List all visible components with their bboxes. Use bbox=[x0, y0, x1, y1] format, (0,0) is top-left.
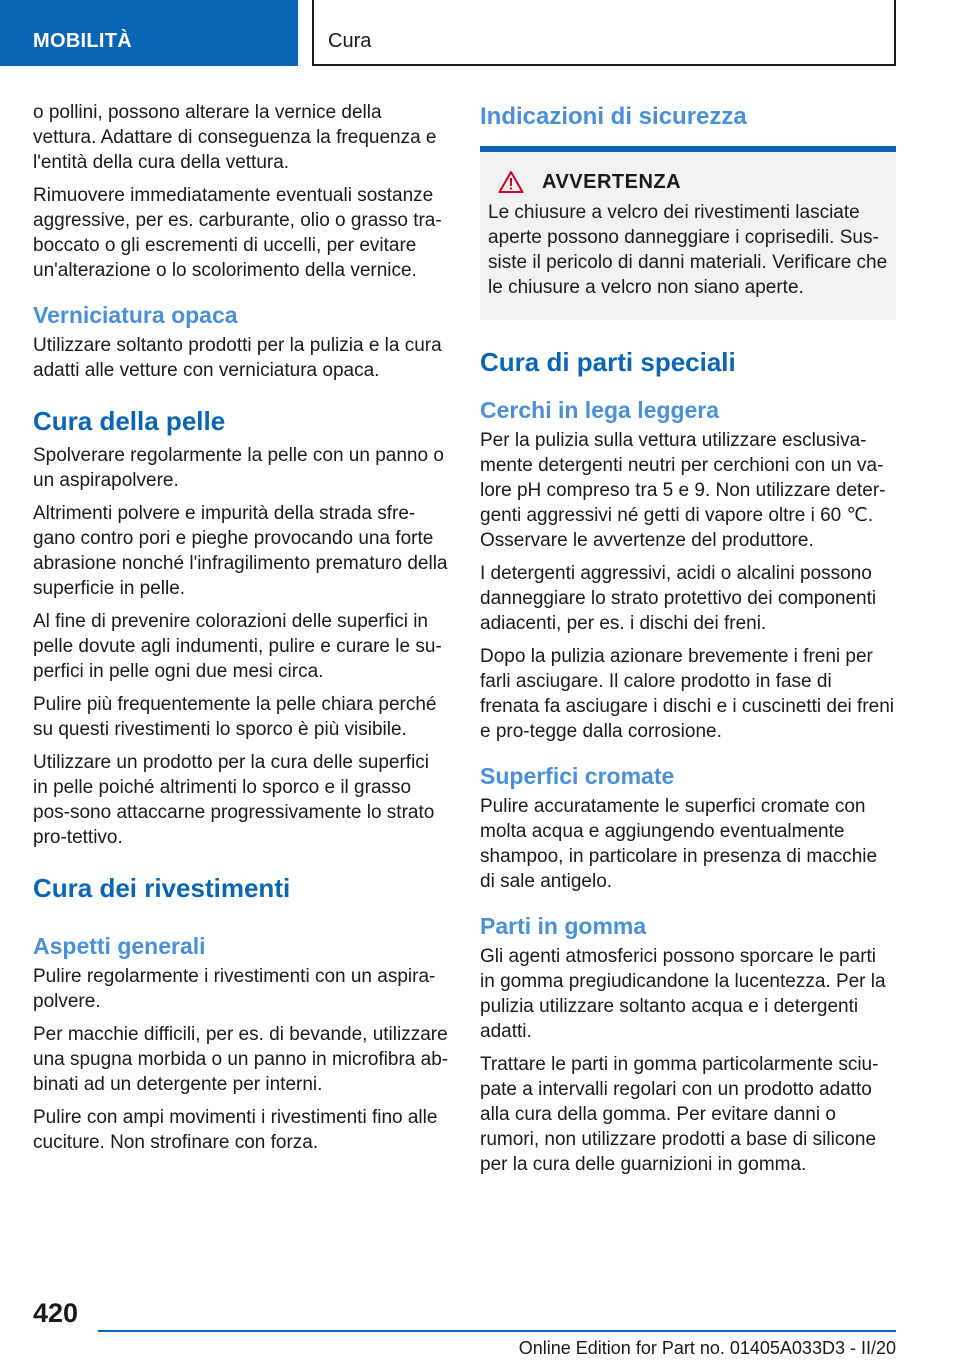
warning-box bbox=[480, 146, 896, 320]
chapter-title: Cura bbox=[312, 0, 896, 66]
paragraph: Dopo la pulizia azionare brevemente i freni per farli asciugare. Il calore prodotto in fase di frenata fa asciugare i dischi e i cuscinetti dei freni e pro-tegge dalla corrosione. bbox=[480, 646, 894, 742]
paragraph: Per macchie difficili, per es. di bevande, utilizzare una spugna morbida o un panno in microfibra ab-binati ad un detergente per interni. bbox=[33, 1024, 449, 1095]
page-header bbox=[0, 0, 960, 66]
paragraph: Pulire con ampi movimenti i rivestimenti fino alle cuciture. Non strofinare con forza. bbox=[33, 1107, 438, 1153]
heading-rubber-parts: Parti in gomma bbox=[480, 913, 647, 939]
paragraph: Gli agenti atmosferici possono sporcare le parti in gomma pregiudicandone la lucentezza. Per la pulizia utilizzare soltanto acqua e i detergenti adatti. bbox=[480, 946, 886, 1042]
heading-special-parts: Cura di parti speciali bbox=[480, 347, 736, 377]
warning-label: AVVERTENZA bbox=[542, 170, 682, 193]
left-column bbox=[33, 100, 449, 1163]
paragraph: Per la pulizia sulla vettura utilizzare esclusiva-mente detergenti neutri per cerchioni con un va-lore pH compreso tra 5 e 9. Non utilizzare deter-genti aggressivi né getti di vapore oltre i 60 ℃. Osservare le avvertenze del produttore. bbox=[480, 430, 886, 551]
heading-upholstery-care: Cura dei rivestimenti bbox=[33, 873, 291, 903]
heading-matte-paint: Verniciatura opaca bbox=[33, 302, 238, 328]
paragraph: Pulire più frequentemente la pelle chiara perché su questi rivestimenti lo sporco è più visibile. bbox=[33, 694, 437, 740]
heading-safety: Indicazioni di sicurezza bbox=[480, 103, 747, 130]
edition-text: Online Edition for Part no. 01405A033D3 - II/20 bbox=[518, 1338, 896, 1358]
paragraph: Spolverare regolarmente la pelle con un panno o un aspirapolvere. bbox=[33, 445, 444, 491]
paragraph: Utilizzare soltanto prodotti per la pulizia e la cura adatti alle vetture con verniciatura opaca. bbox=[33, 335, 442, 381]
paragraph: Trattare le parti in gomma particolarmente sciu-pate a intervalli regolari con un prodotto adatto alla cura della gomma. Per evitare danni o rumori, non utilizzare prodotti a base di silicone per la cura delle guarnizioni in gomma. bbox=[480, 1054, 879, 1175]
heading-leather-care: Cura della pelle bbox=[33, 406, 226, 436]
paragraph: Pulire accuratamente le superfici cromate con molta acqua e aggiungendo eventualmente shampoo, in particolare in presenza di macchie di sale antigelo. bbox=[480, 796, 878, 892]
paragraph: o pollini, possono alterare la vernice della vettura. Adattare di conseguenza la frequenza e l'entità della cura della vettura. bbox=[33, 102, 437, 173]
section-tab: MOBILITÀ bbox=[0, 0, 298, 66]
warning-text: Le chiusure a velcro dei rivestimenti lasciate aperte possono danneggiare i coprisedili. Sus-siste il pericolo di danni materiali. Verificare che le chiusure a velcro non siano aperte. bbox=[488, 202, 888, 298]
heading-chrome-surfaces: Superfici cromate bbox=[480, 763, 675, 789]
paragraph: Rimuovere immediatamente eventuali sostanze aggressive, per es. carburante, olio o grasso tra-boccato o gli escrementi di uccelli, per evitare un'alterazione o lo scolorimento della vernice. bbox=[33, 185, 442, 281]
heading-general-aspects: Aspetti generali bbox=[33, 933, 206, 959]
paragraph: Altrimenti polvere e impurità della strada sfre-gano contro pori e pieghe provocando una forte abrasione nonché l'infragilimento prematuro della superficie in pelle. bbox=[33, 503, 448, 599]
heading-alloy-wheels: Cerchi in lega leggera bbox=[480, 397, 720, 423]
paragraph: I detergenti aggressivi, acidi o alcalini possono danneggiare lo strato protettivo dei componenti adiacenti, per es. i dischi dei freni. bbox=[480, 563, 877, 634]
footer-divider bbox=[98, 1330, 896, 1332]
right-column bbox=[480, 100, 896, 1185]
page-number: 420 bbox=[33, 1298, 79, 1328]
paragraph: Al fine di prevenire colorazioni delle superfici in pelle dovute agli indumenti, pulire e curare le su-perfici in pelle ogni due mesi circa. bbox=[33, 611, 442, 682]
warning-header bbox=[488, 170, 888, 194]
paragraph: Pulire regolarmente i rivestimenti con un aspira-polvere. bbox=[33, 966, 436, 1012]
warning-triangle-icon bbox=[498, 170, 524, 194]
paragraph: Utilizzare un prodotto per la cura delle superfici in pelle poiché altrimenti lo sporco e il grasso pos-sono attaccarne progressivamente lo strato pro-tettivo. bbox=[33, 752, 435, 848]
